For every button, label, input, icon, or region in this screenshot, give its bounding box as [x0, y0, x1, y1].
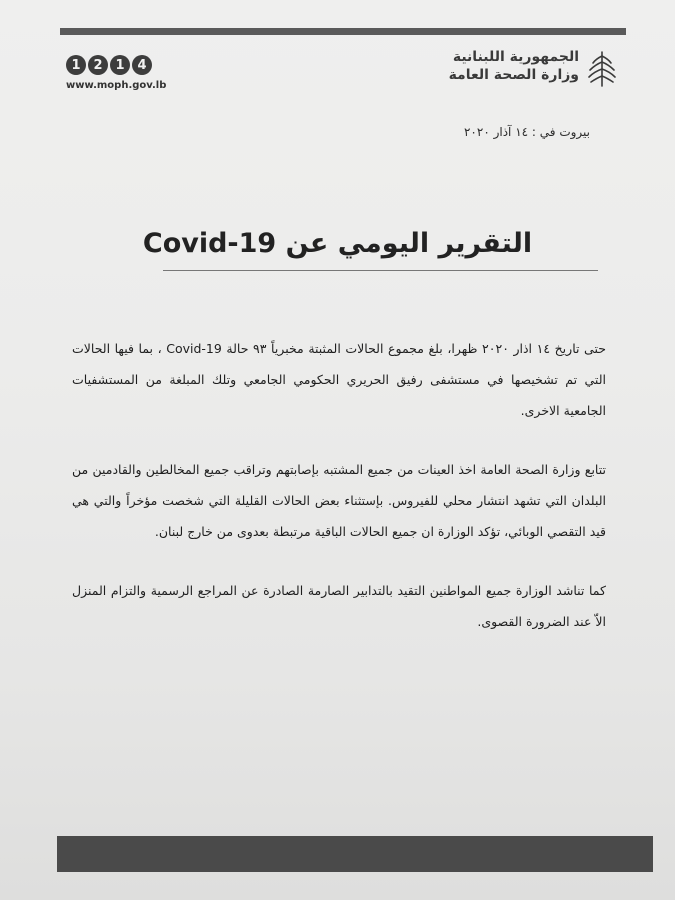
republic-name: الجمهورية اللبنانية: [452, 49, 579, 65]
hotline-digit: 2: [88, 55, 108, 75]
report-body: [72, 333, 606, 665]
cedar-icon: [587, 48, 617, 90]
header-rule: [60, 28, 626, 35]
hotline-digit: 4: [132, 55, 152, 75]
footer-bar: [57, 836, 653, 872]
hotline-digit: 1: [66, 55, 86, 75]
paragraph: تتابع وزارة الصحة العامة اخذ العينات من جميع المشتبه بإصابتهم وتراقب جميع المخالطين والقادمين من البلدان التي تشهد انتشار محلي للفيروس. بإستثناء بعض الحالات القليلة التي شخصت مؤخراً والتي هي قيد التقصي الوبائي، تؤكد الوزارة ان جميع الحالات الباقية مرتبطة بعدوى من خارج لبنان.: [72, 462, 606, 539]
paragraph: كما تناشد الوزارة جميع المواطنين التقيد بالتدابير الصارمة الصادرة عن المراجع الرسمية والتزام المنزل الاّ عند الضرورة القصوى.: [72, 583, 606, 629]
ministry-name-block: [449, 48, 579, 84]
title-underline: [163, 270, 598, 271]
ministry-name: وزارة الصحة العامة: [448, 67, 579, 83]
hotline-digit: 1: [110, 55, 130, 75]
date-line: بيروت في : ١٤ آذار ٢٠٢٠: [463, 125, 590, 139]
page-title: التقرير اليومي عن Covid-19: [142, 228, 533, 259]
website-url: www.moph.gov.lb: [66, 80, 167, 91]
hotline-badge: [66, 55, 152, 75]
paragraph: حتى تاريخ ١٤ اذار ٢٠٢٠ ظهرا، بلغ مجموع الحالات المثبتة مخبرياً ٩٣ حالة Covid-19 ، بما فيها الحالات التي تم تشخيصها في مستشفى رفيق الحريري الحكومي الجامعي وتلك المبلغة من المستشفيات الجامعية الاخرى.: [72, 341, 606, 418]
